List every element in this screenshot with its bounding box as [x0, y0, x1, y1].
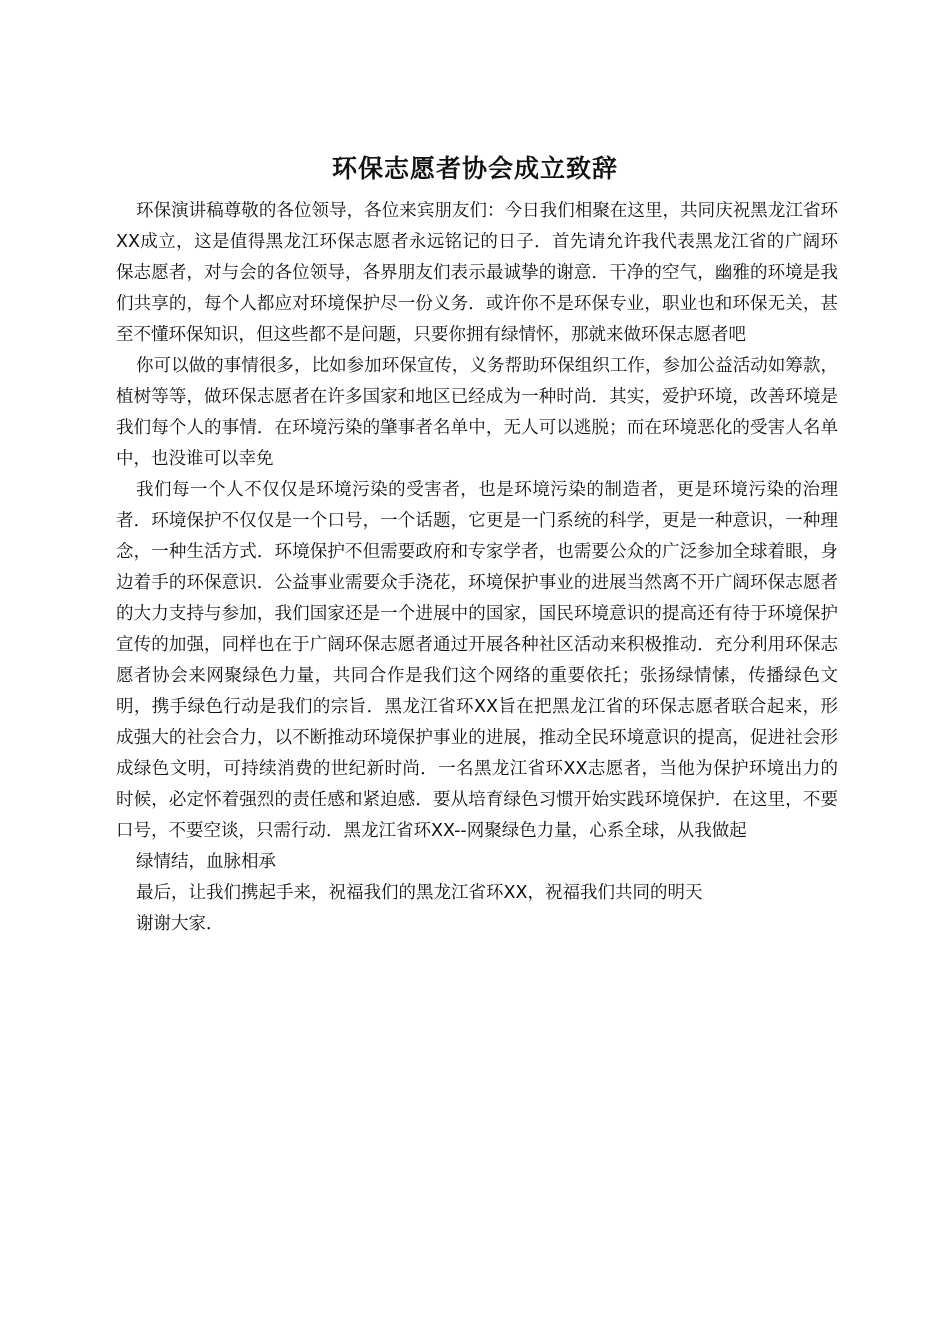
paragraph-closing-wish: 最后，让我们携起手来，祝福我们的黑龙江省环XX，祝福我们共同的明天 — [136, 883, 703, 903]
paragraph-thanks: 谢谢大家． — [136, 914, 224, 934]
document-body — [116, 196, 838, 940]
paragraph-opening: 环保演讲稿尊敬的各位领导，各位来宾朋友们：今日我们相聚在这里，共同庆祝黑龙江省环XX成立，这是值得黑龙江环保志愿者永远铭记的日子．首先请允许我代表黑龙江省的广阔环保志愿者，对与会的各位领导，各界朋友们表示最诚挚的谢意．干净的空气，幽雅的环境是我们共享的，每个人都应对环境保护尽一份义务．或许你不是环保专业，职业也和环保无关，甚至不懂环保知识，但这些都不是问题，只要你拥有绿情怀，那就来做环保志愿者吧 — [116, 201, 838, 345]
paragraph-responsibility: 我们每一个人不仅仅是环境污染的受害者，也是环境污染的制造者，更是环境污染的治理者．环境保护不仅仅是一个口号，一个话题，它更是一门系统的科学，更是一种意识，一种理念，一种生活方式．环境保护不但需要政府和专家学者，也需要公众的广泛参加全球着眼，身边着手的环保意识．公益事业需要众手浇花，环境保护事业的进展当然离不开广阔环保志愿者的大力支持与参加，我们国家还是一个进展中的国家，国民环境意识的提高还有待于环境保护宣传的加强，同样也在于广阔环保志愿者通过开展各种社区活动来积极推动．充分利用环保志愿者协会来网聚绿色力量，共同合作是我们这个网络的重要依托；张扬绿情愫，传播绿色文明，携手绿色行动是我们的宗旨．黑龙江省环XX旨在把黑龙江省的环保志愿者联合起来，形成强大的社会合力，以不断推动环境保护事业的进展，推动全民环境意识的提高，促进社会形成绿色文明，可持续消费的世纪新时尚．一名黑龙江省环XX志愿者，当他为保护环境出力的时候，必定怀着强烈的责任感和紧迫感．要从培育绿色习惯开始实践环境保护．在这里，不要口号，不要空谈，只需行动．黑龙江省环XX--网聚绿色力量，心系全球，从我做起 — [116, 480, 838, 841]
paragraph-what-you-can-do: 你可以做的事情很多，比如参加环保宣传，义务帮助环保组织工作，参加公益活动如筹款，植树等等，做环保志愿者在许多国家和地区已经成为一种时尚．其实，爱护环境，改善环境是我们每个人的事情．在环境污染的肇事者名单中，无人可以逃脱；而在环境恶化的受害人名单中，也没谁可以幸免 — [116, 356, 838, 469]
document-title: 环保志愿者协会成立致辞 — [331, 153, 618, 183]
paragraph-green-bond: 绿情结，血脉相承 — [136, 852, 276, 872]
